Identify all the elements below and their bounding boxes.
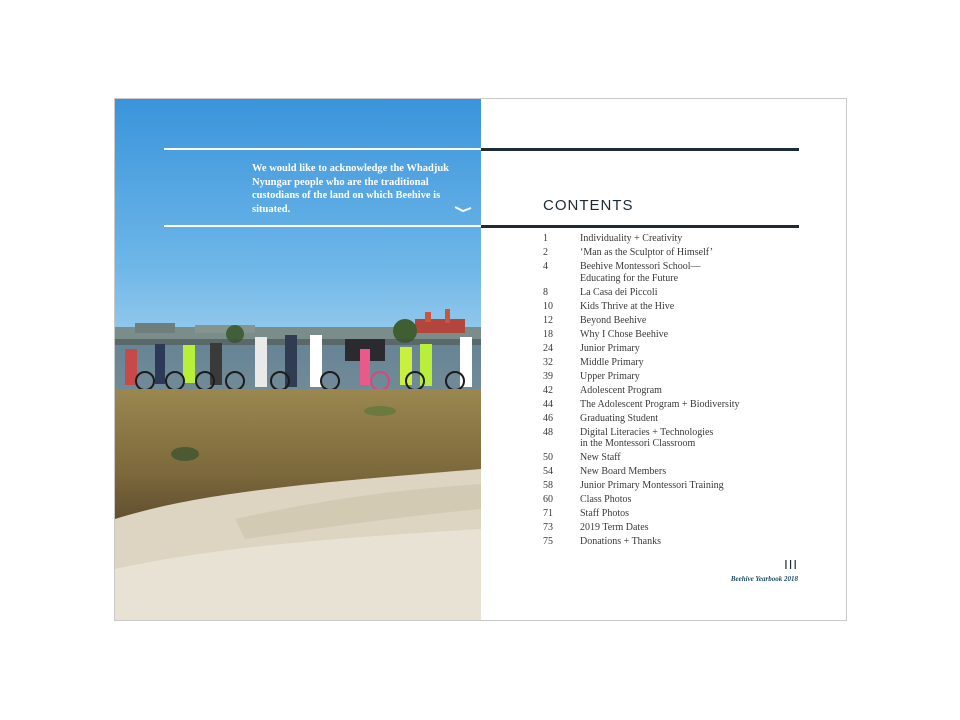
- toc-page-number: 39: [543, 370, 553, 382]
- toc-page-number: 58: [543, 480, 553, 491]
- toc-title: La Casa dei Piccoli: [580, 286, 658, 298]
- toc-entry[interactable]: [543, 480, 803, 492]
- toc-page-number: 4: [543, 261, 548, 272]
- acknowledgement-rule-top: [164, 148, 481, 150]
- toc-title: The Adolescent Program + Biodiversity: [580, 398, 740, 410]
- contents-heading: CONTENTS: [543, 197, 634, 214]
- toc-entry[interactable]: [543, 413, 803, 425]
- toc-page-number: 71: [543, 508, 553, 519]
- toc-title: Why I Chose Beehive: [580, 328, 669, 340]
- children-with-bikes: [115, 335, 481, 390]
- toc-title: Upper Primary: [580, 370, 640, 382]
- toc-title: Beyond Beehive: [580, 314, 647, 326]
- toc-title: 2019 Term Dates: [580, 522, 649, 533]
- toc-title: ‘Man as the Sculptor of Himself’: [580, 247, 714, 258]
- toc-entry[interactable]: [543, 522, 803, 534]
- toc-entry[interactable]: [543, 427, 803, 450]
- toc-page-number: 2: [543, 247, 548, 258]
- toc-page-number: 50: [543, 452, 553, 463]
- acknowledgement-text: We would like to acknowledge the Whadjuk Nyungar people who are the traditional custodians of the land on which Beehive is situated.: [252, 163, 450, 215]
- toc-title: Beehive Montessori School— Educating for the Future: [580, 261, 701, 284]
- contents-rule-bottom: [481, 225, 799, 228]
- toc-entry[interactable]: [543, 385, 803, 397]
- toc-title: New Staff: [580, 452, 621, 463]
- toc-page-number: 44: [543, 398, 553, 410]
- toc-title: Junior Primary Montessori Training: [580, 480, 724, 491]
- toc-entry[interactable]: [543, 287, 803, 299]
- toc-entry[interactable]: [543, 494, 803, 506]
- toc-entry[interactable]: [543, 301, 803, 313]
- toc-page-number: 18: [543, 328, 553, 340]
- toc-entry[interactable]: [543, 452, 803, 464]
- toc-entry[interactable]: [543, 508, 803, 520]
- toc-entry[interactable]: [543, 371, 803, 383]
- toc-title: Staff Photos: [580, 508, 629, 519]
- toc-entry[interactable]: [543, 536, 803, 548]
- toc-title: Class Photos: [580, 494, 632, 505]
- toc-title: Graduating Student: [580, 412, 659, 424]
- acknowledgement-rule-bottom: [164, 225, 481, 227]
- toc-title: Donations + Thanks: [580, 536, 662, 547]
- toc-page-number: 32: [543, 356, 553, 368]
- page-number: III: [784, 557, 798, 572]
- toc-entry[interactable]: [543, 247, 803, 259]
- toc-page-number: 12: [543, 314, 553, 326]
- toc-title: Digital Literacies + Technologies in the Montessori Classroom: [580, 426, 714, 449]
- toc-entry[interactable]: [543, 233, 803, 245]
- toc-page-number: 60: [543, 494, 553, 505]
- toc-entry[interactable]: [543, 357, 803, 369]
- toc-title: New Board Members: [580, 466, 667, 477]
- toc-entry[interactable]: [543, 261, 803, 284]
- toc-page-number: 73: [543, 522, 553, 533]
- toc-page-number: 54: [543, 466, 553, 477]
- contents-rule-top: [481, 148, 799, 151]
- toc-title: Adolescent Program: [580, 384, 662, 396]
- toc-title: Junior Primary: [580, 342, 640, 354]
- toc-entry[interactable]: [543, 466, 803, 478]
- toc-page-number: 1: [543, 233, 548, 244]
- toc-page-number: 46: [543, 412, 553, 424]
- yearbook-spread: [114, 98, 847, 621]
- table-of-contents: [543, 233, 803, 550]
- toc-entry[interactable]: [543, 399, 803, 411]
- toc-page-number: 8: [543, 286, 548, 298]
- toc-page-number: 24: [543, 342, 553, 354]
- toc-title: Individuality + Creativity: [580, 233, 683, 244]
- running-footer: Beehive Yearbook 2018: [730, 575, 798, 583]
- toc-title: Kids Thrive at the Hive: [580, 300, 675, 312]
- toc-entry[interactable]: [543, 343, 803, 355]
- toc-page-number: 42: [543, 384, 553, 396]
- toc-page-number: 48: [543, 426, 553, 438]
- toc-entry[interactable]: [543, 315, 803, 327]
- toc-page-number: 75: [543, 536, 553, 547]
- toc-entry[interactable]: [543, 329, 803, 341]
- toc-page-number: 10: [543, 300, 553, 312]
- toc-title: Middle Primary: [580, 356, 644, 368]
